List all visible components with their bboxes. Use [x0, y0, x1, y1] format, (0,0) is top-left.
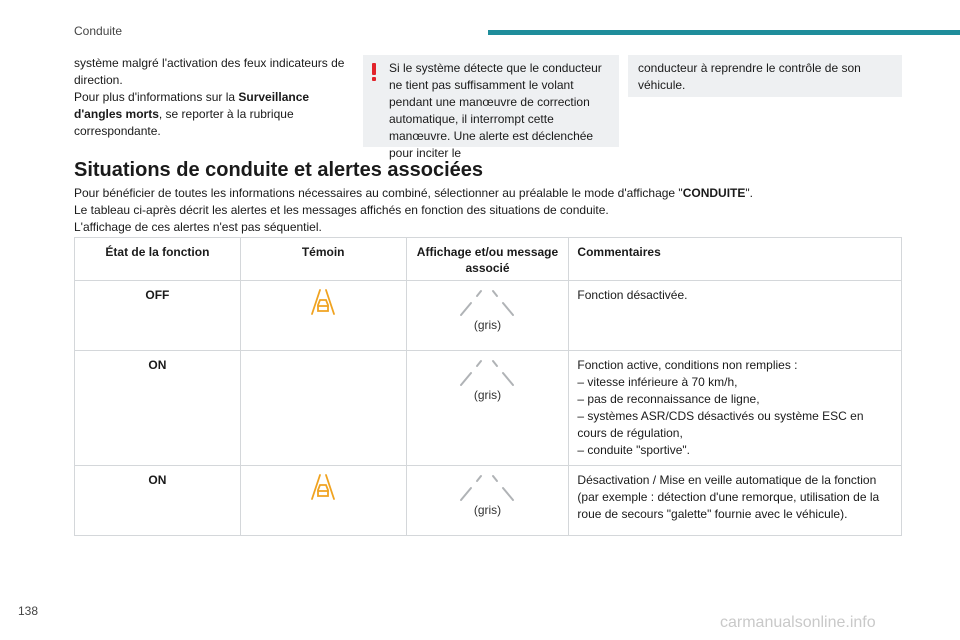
- witness-cell: [240, 351, 406, 466]
- lane-lines-icon: [457, 359, 517, 387]
- display-label: (gris): [473, 318, 502, 332]
- col1-line1: système malgré l'activation des feux indicateurs de direction.: [74, 56, 345, 87]
- comment-line: – systèmes ASR/CDS désactivés ou système ESC en cours de régulation,: [577, 409, 864, 440]
- intro1-mode: CONDUITE: [682, 186, 746, 200]
- comment-line: Fonction active, conditions non remplies :: [577, 358, 798, 372]
- intro2: Le tableau ci-après décrit les alertes et les messages affichés en fonction des situations de conduite.: [74, 203, 609, 217]
- section-intro: [74, 185, 914, 236]
- comment-line: Fonction désactivée.: [577, 288, 688, 302]
- text-column-1: [74, 55, 354, 140]
- section-title: Situations de conduite et alertes associées: [74, 159, 484, 181]
- page-header-title: Conduite: [74, 24, 123, 38]
- display-cell: [406, 466, 569, 536]
- page-number: 138: [18, 604, 39, 618]
- intro1-prefix: Pour bénéficier de toutes les informations nécessaires au combiné, sélectionner au préalable le mode d'affichage ": [74, 186, 683, 200]
- header-accent-bar: [488, 30, 960, 35]
- comment-line: – pas de reconnaissance de ligne,: [577, 392, 760, 406]
- blind-spot-reference: Surveillance d'angles morts: [74, 90, 310, 121]
- comment-cell: [569, 351, 902, 466]
- col1-line2-suffix: , se reporter à la rubrique correspondante.: [74, 107, 294, 138]
- col1-line2-prefix: Pour plus d'informations sur la: [74, 90, 239, 104]
- state-cell: ON: [75, 466, 241, 536]
- lane-keeping-warning-icon: [308, 287, 338, 317]
- intro1-suffix: ".: [745, 186, 753, 200]
- header-witness: Témoin: [240, 238, 406, 281]
- witness-cell: [240, 466, 406, 536]
- display-cell: [406, 281, 569, 351]
- state-cell: ON: [75, 351, 241, 466]
- header-state: État de la fonction: [75, 238, 241, 281]
- comment-cell: [569, 281, 902, 351]
- header-display: Affichage et/ou message associé: [406, 238, 569, 281]
- alerts-table: [74, 237, 902, 536]
- witness-cell: [240, 281, 406, 351]
- warning-box-continued: [628, 55, 902, 97]
- comment-line: – vitesse inférieure à 70 km/h,: [577, 375, 738, 389]
- lane-keeping-warning-icon: [308, 472, 338, 502]
- warning-text: Si le système détecte que le conducteur ne tient pas suffisamment le volant pendant une manœuvre de correction automatique, il interrompt cette manœuvre. Une alerte est déclenchée pour inciter le: [389, 61, 602, 160]
- warning-box: [363, 55, 619, 160]
- state-cell: OFF: [75, 281, 241, 351]
- comment-cell: [569, 466, 902, 536]
- display-label: (gris): [473, 503, 502, 517]
- display-label: (gris): [473, 388, 502, 402]
- header-comments: Commentaires: [569, 238, 902, 281]
- intro3: L'affichage de ces alertes n'est pas séquentiel.: [74, 220, 322, 234]
- table-row: [75, 351, 902, 466]
- table-row: [75, 466, 902, 536]
- lane-lines-icon: [457, 474, 517, 502]
- comment-line: Désactivation / Mise en veille automatique de la fonction (par exemple : détection d'une remorque, utilisation de la roue de secours "galette" fournie avec le véhicule).: [577, 473, 880, 521]
- table-row: [75, 281, 902, 351]
- watermark: carmanualsonline.info: [720, 614, 876, 631]
- warning-text-continued: conducteur à reprendre le contrôle de son véhicule.: [638, 61, 861, 92]
- comment-line: – conduite "sportive".: [577, 443, 690, 457]
- exclamation-icon: [369, 62, 379, 82]
- table-header-row: [75, 238, 902, 281]
- display-cell: [406, 351, 569, 466]
- lane-lines-icon: [457, 289, 517, 317]
